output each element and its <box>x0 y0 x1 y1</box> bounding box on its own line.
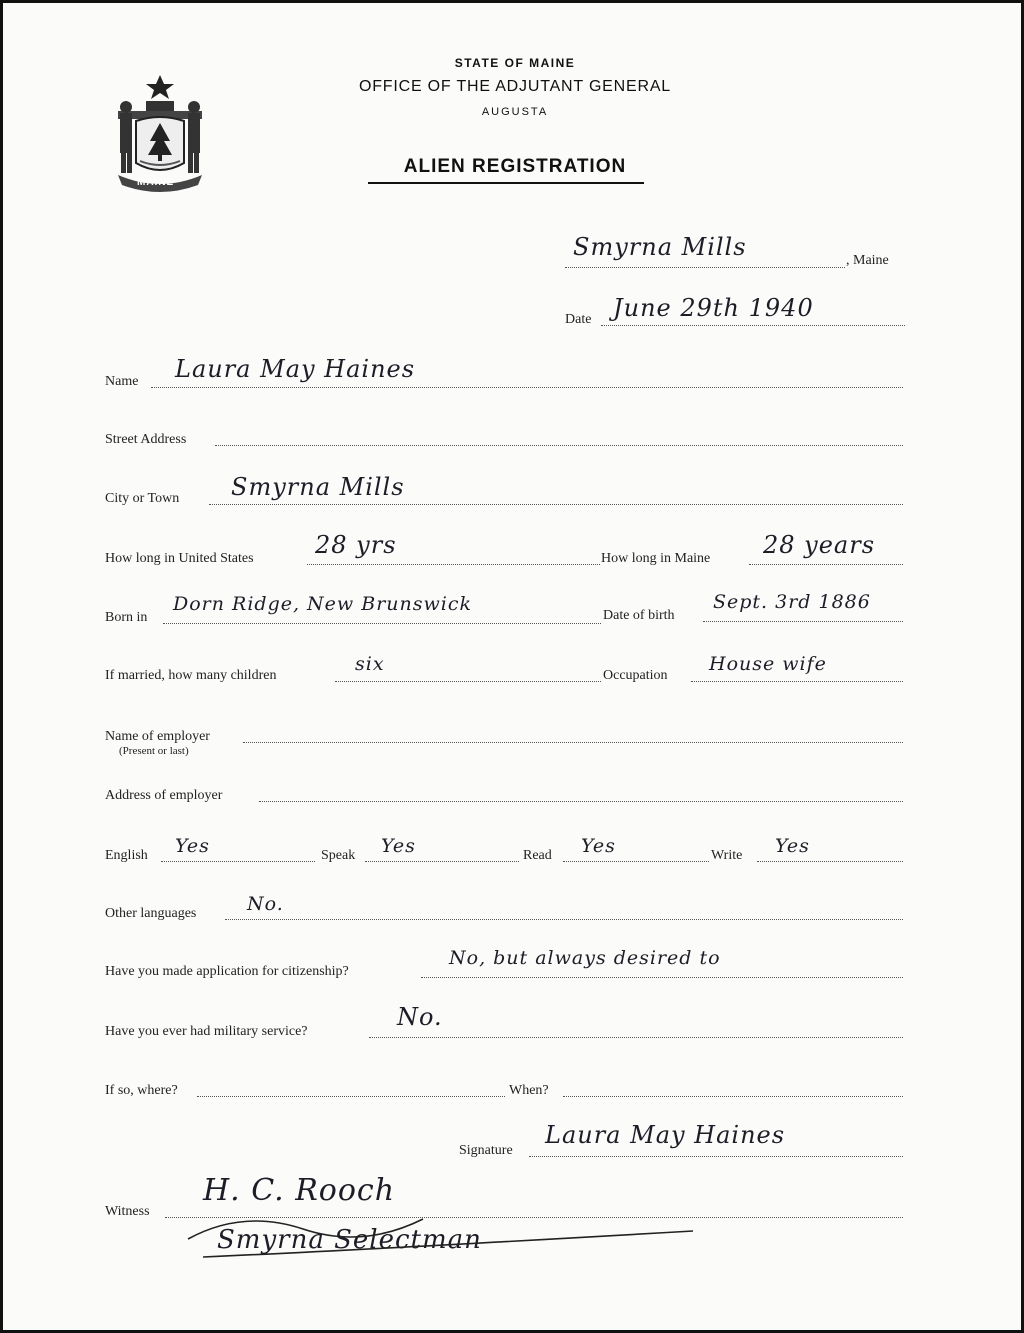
occupation-label: Occupation <box>603 668 668 683</box>
write-value: Yes <box>775 835 810 857</box>
us-duration-value: 28 yrs <box>315 531 397 559</box>
witness-flourish <box>183 1179 703 1269</box>
citizenship-label: Have you made application for citizenship? <box>105 964 349 979</box>
title-underline <box>368 182 644 184</box>
where-label: If so, where? <box>105 1083 178 1098</box>
military-label: Have you ever had military service? <box>105 1024 308 1039</box>
city-label: City or Town <box>105 491 180 506</box>
seal-banner-text: MAINE <box>137 177 175 188</box>
speak-label: Speak <box>321 848 356 863</box>
witness-label: Witness <box>105 1204 150 1219</box>
city-value: Smyrna Mills <box>231 473 405 501</box>
military-value: No. <box>397 1003 443 1031</box>
city-heading: AUGUSTA <box>481 106 549 118</box>
write-label: Write <box>711 848 743 863</box>
children-label: If married, how many children <box>105 668 277 683</box>
english-label: English <box>105 848 148 863</box>
read-value: Yes <box>581 835 616 857</box>
employer-label: Name of employer <box>105 729 210 744</box>
date-value: June 29th 1940 <box>613 294 814 322</box>
english-value: Yes <box>175 835 210 857</box>
witness-signature: H. C. Rooch <box>203 1173 396 1208</box>
occupation-value: House wife <box>709 653 827 675</box>
employer-address-label: Address of employer <box>105 788 223 803</box>
employer-sublabel: (Present or last) <box>119 745 189 757</box>
maine-duration-label: How long in Maine <box>601 551 711 566</box>
signature-label: Signature <box>459 1143 513 1158</box>
dob-label: Date of birth <box>603 608 675 623</box>
us-duration-label: How long in United States <box>105 551 254 566</box>
state-heading: STATE OF MAINE <box>454 56 576 70</box>
form-title: ALIEN REGISTRATION <box>403 156 627 177</box>
born-in-label: Born in <box>105 610 148 625</box>
other-languages-label: Other languages <box>105 906 197 921</box>
maine-duration-value: 28 years <box>763 531 876 559</box>
name-label: Name <box>105 374 139 389</box>
street-label: Street Address <box>105 432 187 447</box>
dob-value: Sept. 3rd 1886 <box>713 591 871 613</box>
children-value: six <box>355 653 385 675</box>
read-label: Read <box>523 848 552 863</box>
citizenship-value: No, but always desired to <box>449 947 721 969</box>
when-label: When? <box>509 1083 549 1098</box>
date-label: Date <box>565 312 592 327</box>
born-in-value: Dorn Ridge, New Brunswick <box>173 593 472 615</box>
witness-title: Smyrna Selectman <box>217 1225 482 1255</box>
location-suffix: , Maine <box>846 253 889 268</box>
name-value: Laura May Haines <box>175 355 416 383</box>
signature-value: Laura May Haines <box>545 1121 786 1149</box>
other-languages-value: No. <box>247 893 284 915</box>
location-value: Smyrna Mills <box>573 233 747 261</box>
office-heading: OFFICE OF THE ADJUTANT GENERAL <box>358 78 672 95</box>
speak-value: Yes <box>381 835 416 857</box>
